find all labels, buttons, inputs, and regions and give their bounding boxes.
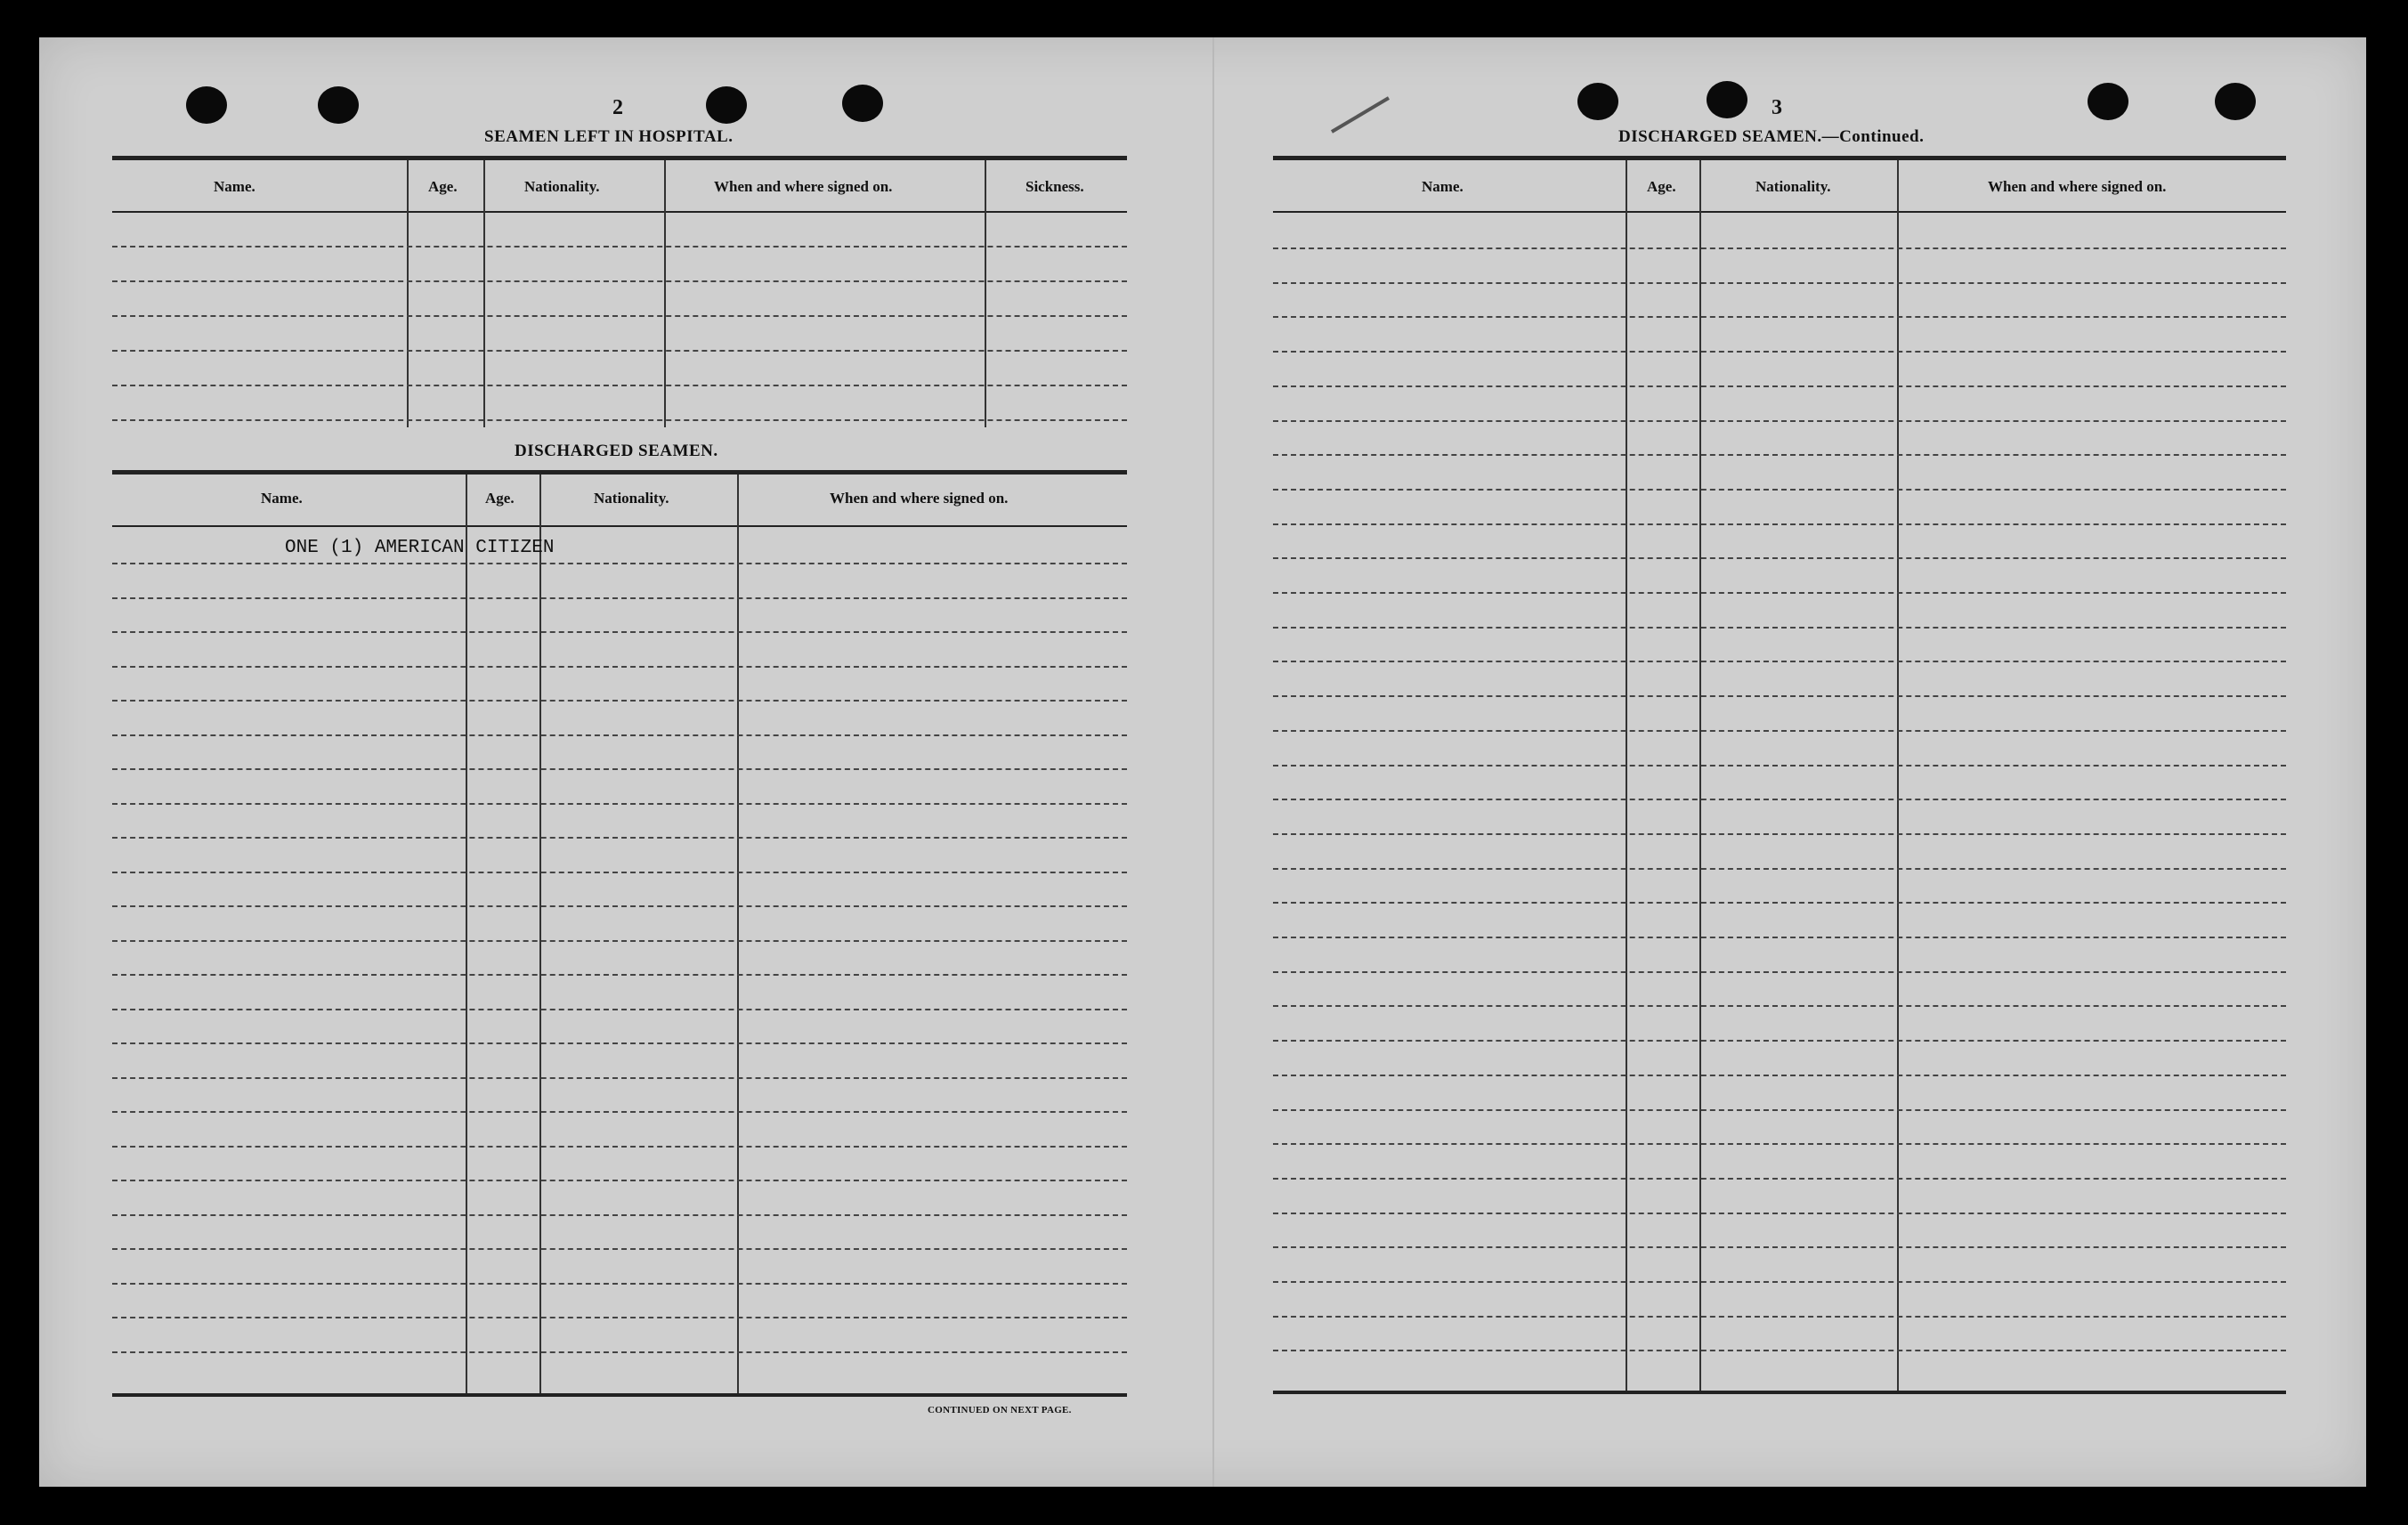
table-row-line — [1273, 1213, 2286, 1214]
hospital-col-nationality-header: Nationality. — [524, 178, 600, 195]
table-row-line — [1273, 1350, 2286, 1351]
table-row-line — [112, 1351, 1127, 1353]
punch-hole — [186, 86, 227, 124]
table-row-line — [1273, 1246, 2286, 1248]
table-row-line — [1273, 833, 2286, 835]
table-row-line — [112, 1042, 1127, 1044]
table-row-line — [112, 597, 1127, 599]
table-row-line — [112, 768, 1127, 770]
table-row-line — [112, 666, 1127, 668]
table-row-line — [1273, 1143, 2286, 1145]
table-row-line — [1273, 385, 2286, 387]
table-row-line — [1273, 454, 2286, 456]
discharged-col-name-header: Name. — [261, 490, 303, 507]
hospital-col-divider — [664, 160, 666, 427]
hospital-col-divider — [407, 160, 409, 427]
right-col-divider — [1626, 160, 1627, 1391]
discharged-header-rule — [112, 525, 1127, 527]
discharged-section-title: DISCHARGED SEAMEN. — [515, 442, 718, 460]
page-number-right: 3 — [1772, 96, 1782, 119]
table-row-line — [1273, 1316, 2286, 1318]
hospital-row-line — [112, 350, 1127, 352]
table-row-line — [1273, 765, 2286, 767]
table-row-line — [1273, 661, 2286, 662]
table-row-line — [112, 905, 1127, 907]
table-row-line — [1273, 557, 2286, 559]
continued-note: CONTINUED ON NEXT PAGE. — [928, 1405, 1072, 1415]
hospital-col-divider — [985, 160, 986, 427]
right-table-bottom-rule — [1273, 1391, 2286, 1394]
table-row-line — [112, 563, 1127, 564]
table-row-line — [1273, 627, 2286, 629]
hospital-col-age-header: Age. — [428, 178, 458, 195]
hospital-section-title: SEAMEN LEFT IN HOSPITAL. — [484, 127, 734, 146]
table-row-line — [1273, 902, 2286, 904]
punch-hole — [2088, 83, 2128, 120]
punch-hole — [1577, 83, 1618, 120]
punch-hole — [706, 86, 747, 124]
hospital-row-line — [112, 315, 1127, 317]
table-row-line — [1273, 937, 2286, 938]
table-row-line — [1273, 868, 2286, 870]
hospital-col-signed-on-header: When and where signed on. — [714, 178, 893, 195]
right-header-rule — [1273, 211, 2286, 213]
table-row-line — [112, 1180, 1127, 1181]
table-row-line — [112, 1146, 1127, 1148]
discharged-col-divider — [539, 475, 541, 1393]
table-row-line — [112, 872, 1127, 873]
table-row-line — [112, 1111, 1127, 1113]
discharged-col-signed-on-header: When and where signed on. — [830, 490, 1009, 507]
center-fold — [1212, 37, 1214, 1487]
right-col-age-header: Age. — [1647, 178, 1676, 195]
table-row-line — [1273, 420, 2286, 422]
document-sheet — [39, 37, 2366, 1487]
hospital-header-rule — [112, 211, 1127, 213]
table-row-line — [112, 803, 1127, 805]
pen-stroke-mark — [1326, 89, 1398, 142]
hospital-col-name-header: Name. — [214, 178, 255, 195]
discharged-table-top-rule — [112, 470, 1127, 475]
discharged-col-age-header: Age. — [485, 490, 515, 507]
hospital-row-line — [112, 419, 1127, 421]
table-row-line — [1273, 1178, 2286, 1180]
punch-hole — [318, 86, 359, 124]
table-row-line — [1273, 316, 2286, 318]
hospital-row-line — [112, 280, 1127, 282]
punch-hole — [842, 85, 883, 122]
right-table-top-rule — [1273, 156, 2286, 160]
table-row-line — [112, 1317, 1127, 1318]
punch-hole — [1707, 81, 1747, 118]
table-row-line — [112, 1214, 1127, 1216]
table-row-line — [112, 1248, 1127, 1250]
table-row-line — [1273, 695, 2286, 697]
table-row-line — [1273, 799, 2286, 800]
hospital-table-top-rule — [112, 156, 1127, 160]
table-row-line — [112, 974, 1127, 976]
table-row-line — [112, 631, 1127, 633]
right-col-name-header: Name. — [1422, 178, 1463, 195]
table-row-line — [1273, 282, 2286, 284]
table-row-line — [112, 837, 1127, 839]
page-number-left: 2 — [612, 96, 623, 119]
right-col-signed-on-header: When and where signed on. — [1988, 178, 2167, 195]
discharged-col-divider — [737, 475, 739, 1393]
table-row-line — [1273, 1281, 2286, 1283]
hospital-col-sickness-header: Sickness. — [1026, 178, 1084, 195]
discharged-entry-text: ONE (1) AMERICAN CITIZEN — [285, 538, 555, 558]
table-row-line — [1273, 592, 2286, 594]
right-col-divider — [1699, 160, 1701, 1391]
table-row-line — [112, 940, 1127, 942]
right-col-divider — [1897, 160, 1899, 1391]
table-row-line — [1273, 1109, 2286, 1111]
table-row-line — [1273, 523, 2286, 525]
table-row-line — [112, 700, 1127, 702]
hospital-row-line — [112, 246, 1127, 247]
table-row-line — [1273, 730, 2286, 732]
table-row-line — [112, 1283, 1127, 1285]
table-row-line — [112, 1077, 1127, 1079]
table-row-line — [112, 1009, 1127, 1010]
discharged-col-nationality-header: Nationality. — [594, 490, 669, 507]
table-row-line — [1273, 247, 2286, 249]
table-row-line — [1273, 971, 2286, 973]
right-col-nationality-header: Nationality. — [1755, 178, 1831, 195]
hospital-col-divider — [483, 160, 485, 427]
punch-hole — [2215, 83, 2256, 120]
table-row-line — [1273, 1075, 2286, 1076]
discharged-continued-title: DISCHARGED SEAMEN.—Continued. — [1618, 127, 1925, 146]
table-row-line — [112, 734, 1127, 736]
table-row-line — [1273, 1040, 2286, 1042]
discharged-col-divider — [466, 475, 467, 1393]
table-row-line — [1273, 1005, 2286, 1007]
discharged-table-bottom-rule — [112, 1393, 1127, 1397]
table-row-line — [1273, 351, 2286, 353]
hospital-row-line — [112, 385, 1127, 386]
table-row-line — [1273, 489, 2286, 491]
